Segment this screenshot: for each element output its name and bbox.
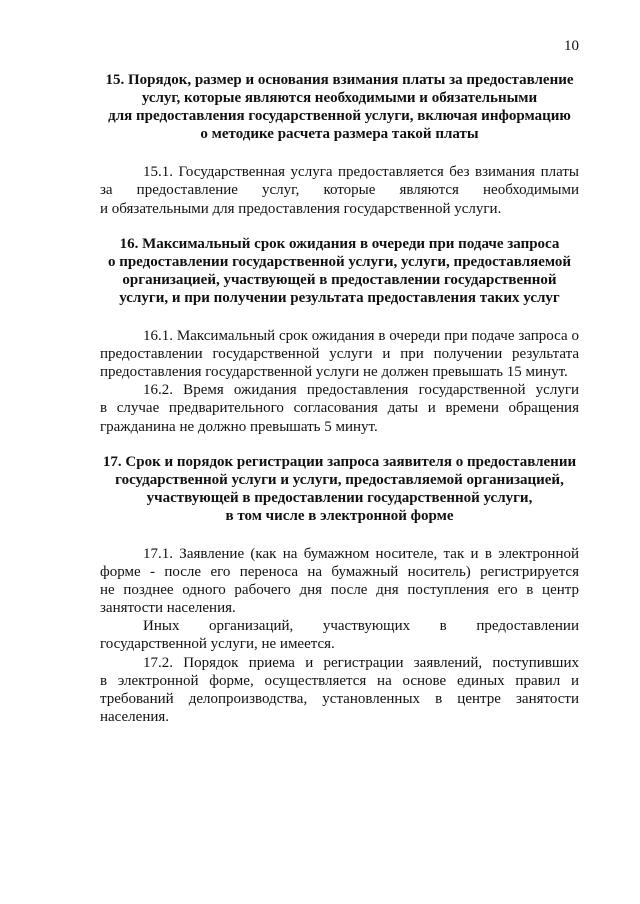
paragraph-line: не позднее одного рабочего дня после дня поступления его в центр (100, 582, 579, 599)
page-number: 10 (564, 38, 579, 54)
section-title-16 (100, 235, 579, 307)
document-body (100, 71, 579, 726)
paragraph-line: требований делопроизводства, установленных в центре занятости (100, 690, 579, 707)
section-title-15 (100, 71, 579, 143)
section-title-line: о методике расчета размера такой платы (200, 126, 479, 143)
paragraph-line: в электронной форме, осуществляется на основе единых правил и (100, 672, 579, 689)
paragraph-17-1 (100, 545, 579, 617)
paragraph-line: предоставлении государственной услуги и при получении результата (100, 346, 579, 363)
paragraph-16-1 (100, 327, 579, 381)
paragraph-17-2 (100, 654, 579, 726)
section-title-line: 17. Срок и порядок регистрации запроса заявителя о предоставлении (102, 453, 577, 470)
section-title-line: 15. Порядок, размер и основания взимания платы за предоставление (105, 72, 574, 88)
section-title-line: услуг, которые являются необходимыми и обязательными (141, 90, 538, 107)
section-title-line: о предоставлении государственной услуги, услуги, предоставляемой (107, 253, 572, 270)
section-title-line: для предоставления государственной услуги, включая информацию (108, 108, 571, 125)
section-title-line: в том числе в электронной форме (225, 507, 454, 524)
paragraph-line: предоставления государственной услуги не должен превышать 15 минут. (100, 364, 568, 381)
paragraph-17-1-other (100, 617, 579, 653)
paragraph-line: форме - после его переноса на бумажный носитель) регистрируется (100, 564, 579, 581)
paragraph-line: 16.1. Максимальный срок ожидания в очереди при подаче запроса о (143, 328, 579, 345)
section-title-line: государственной услуги и услуги, предоставляемой организацией, (115, 471, 564, 488)
section-title-line: 16. Максимальный срок ожидания в очереди при подаче запроса (119, 235, 560, 252)
paragraph-line: государственной услуги, не имеется. (100, 636, 335, 653)
paragraph-line: в случае предварительного согласования даты и времени обращения (100, 400, 579, 417)
paragraph-line: 17.1. Заявление (как на бумажном носителе, так и в электронной (143, 545, 579, 562)
paragraph-line: гражданина не должно превышать 5 минут. (100, 418, 378, 435)
section-title-17 (100, 453, 579, 525)
paragraph-16-2 (100, 381, 579, 435)
section-title-line: участвующей в предоставлении государственной услуги, (146, 489, 533, 506)
section-title-line: организацией, участвующей в предоставлении государственной (122, 271, 557, 288)
paragraph-line: населения. (100, 708, 170, 725)
paragraph-line: Иных организаций, участвующих в предоставлении (143, 618, 579, 635)
paragraph-line: и обязательными для предоставления государственной услуги. (100, 200, 502, 217)
paragraph-15-1 (100, 163, 579, 217)
paragraph-line: занятости населения. (100, 600, 236, 617)
paragraph-line: 17.2. Порядок приема и регистрации заявлений, поступивших (143, 654, 579, 671)
paragraph-line: за предоставление услуг, которые являются необходимыми (100, 182, 579, 199)
paragraph-line: 15.1. Государственная услуга предоставляется без взимания платы (143, 164, 579, 181)
paragraph-line: 16.2. Время ожидания предоставления государственной услуги (143, 382, 579, 399)
section-title-line: услуги, и при получении результата предоставления таких услуг (119, 289, 560, 306)
